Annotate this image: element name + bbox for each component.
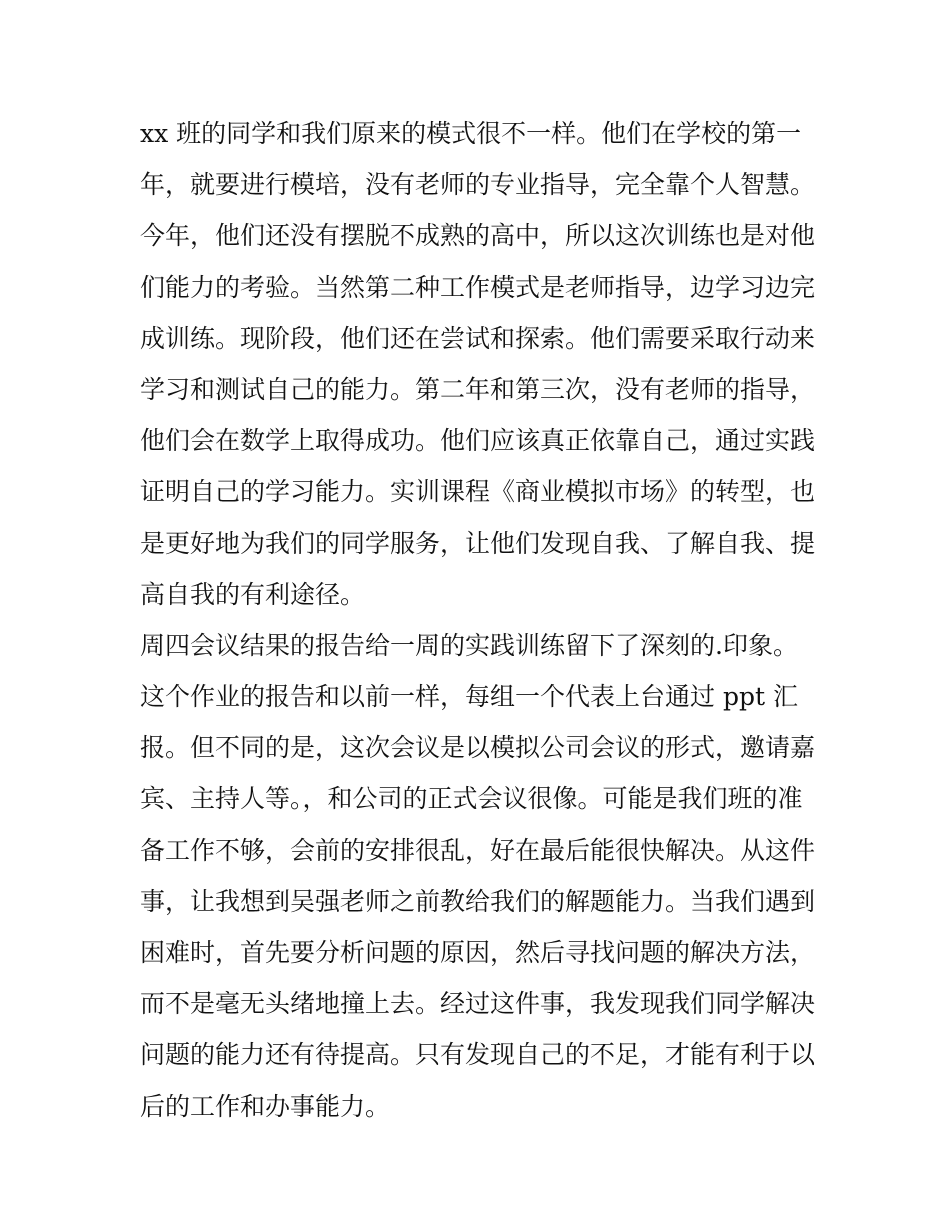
text-line: 宾、主持人等。，和公司的正式会议很像。可能是我们班的准 bbox=[140, 784, 803, 814]
text-line: xx 班的同学和我们原来的模式很不一样。他们在学校的第一 bbox=[140, 119, 802, 148]
text-line: 报。但不同的是，这次会议是以模拟公司会议的形式，邀请嘉 bbox=[140, 733, 816, 763]
text-line: 们能力的考验。当然第二种工作模式是老师指导，边学习边完 bbox=[140, 272, 816, 302]
text-line: 后的工作和办事能力。 bbox=[140, 1091, 391, 1121]
text-line: 周四会议结果的报告给一周的实践训练留下了深刻的.印象。 bbox=[140, 630, 798, 660]
text-line: 问题的能力还有待提高。只有发现自己的不足，才能有利于以 bbox=[140, 1040, 816, 1070]
text-line: 备工作不够，会前的安排很乱，好在最后能很快解决。从这件 bbox=[140, 835, 816, 865]
text-line: 证明自己的学习能力。实训课程《商业模拟市场》的转型，也 bbox=[140, 477, 816, 507]
text-line: 高自我的有利途径。 bbox=[140, 579, 366, 609]
text-line: 今年，他们还没有摆脱不成熟的高中，所以这次训练也是对他 bbox=[140, 221, 816, 251]
text-line: 学习和测试自己的能力。第二年和第三次，没有老师的指导， bbox=[140, 374, 816, 404]
text-line: 困难时，首先要分析问题的原因，然后寻找问题的解决方法， bbox=[140, 938, 816, 967]
text-line: 这个作业的报告和以前一样，每组一个代表上台通过 ppt 汇 bbox=[140, 682, 798, 712]
text-line: 成训练。现阶段，他们还在尝试和探索。他们需要采取行动来 bbox=[140, 323, 816, 353]
text-line: 他们会在数学上取得成功。他们应该真正依靠自己，通过实践 bbox=[140, 426, 816, 456]
text-line: 年，就要进行模培，没有老师的专业指导，完全靠个人智慧。 bbox=[140, 170, 816, 200]
text-line: 事，让我想到吴强老师之前教给我们的解题能力。当我们遇到 bbox=[140, 886, 816, 916]
text-line: 是更好地为我们的同学服务，让他们发现自我、了解自我、提 bbox=[140, 528, 816, 558]
body-text bbox=[140, 108, 820, 1132]
text-line: 而不是毫无头绪地撞上去。经过这件事，我发现我们同学解决 bbox=[140, 989, 816, 1019]
